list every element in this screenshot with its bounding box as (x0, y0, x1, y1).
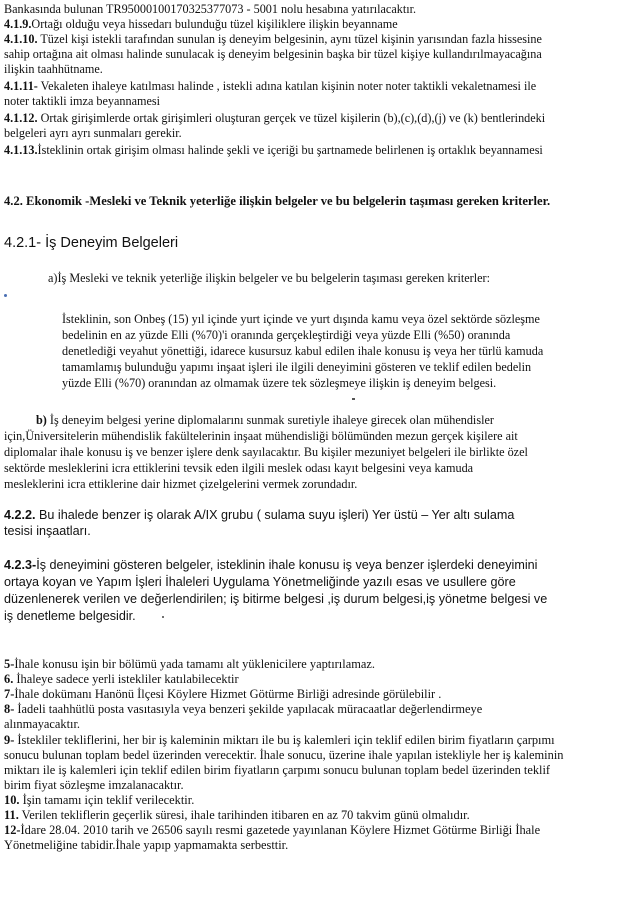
item-10 (4, 793, 194, 807)
item-4-1-10-line-2: sahip ortağına ait olması halinde sunulacak iş deneyim belgesinin başka bir tüzel kişiye kullandırılmayacağına (4, 47, 542, 61)
item-text: Bu ihalede benzer iş olarak A/IX grubu ( sulama suyu işleri) Yer üstü – Yer altı sulama (35, 508, 515, 522)
item-9-line-4: birim fiyat sözleşme imzalanacaktır. (4, 778, 184, 792)
item-11 (4, 808, 470, 822)
item-number: 5- (4, 657, 15, 671)
item-4-2-2-line-1 (4, 508, 514, 522)
box-paragraph-line-4: tamamlamış bulunduğu yapımı inşaat işleri ile ilgili deneyimini gösteren ve teklif edilen bedelin (62, 360, 532, 374)
section-4-2-1-heading: 4.2.1- İş Deneyim Belgeleri (4, 235, 179, 251)
section-4-2-heading: 4.2. Ekonomik -Mesleki ve Teknik yeterliğe ilişkin belgeler ve bu belgelerin taşıması gereken kriterler. (4, 194, 551, 208)
item-text: İşin tamamı için teklif verilecektir. (19, 793, 195, 807)
item-number: 6. (4, 672, 14, 686)
item-number: 4.1.12. (4, 111, 38, 125)
item-number: 4.1.11- (4, 79, 38, 93)
box-paragraph-line-1: İsteklinin, son Onbeş (15) yıl içinde yurt içinde ve yurt dışında kamu veya özel sektörde sözleşme (62, 312, 540, 326)
item-4-1-10-line-1 (4, 32, 542, 46)
item-4-2-2-line-2: tesisi inşaatları. (4, 524, 91, 538)
item-number: 10. (4, 793, 20, 807)
item-text: Vekaleten ihaleye katılması halinde , istekli adına katılan kişinin noter noter taktikli vekaletnamesi ile (37, 79, 537, 93)
item-4-1-12-line-1 (4, 111, 545, 125)
paragraph-b-line-5: mesleklerini icra ettiklerine dair hizmet çizelgelerini vermek zorundadır. (4, 477, 358, 491)
scan-mark (352, 398, 355, 400)
item-number: 4.1.9. (4, 17, 32, 31)
item-number: 4.1.13. (4, 143, 38, 157)
item-number: 11. (4, 808, 19, 822)
item-4-1-12-line-2: belgeleri ayrı ayrı sunmaları gerekir. (4, 126, 182, 140)
paragraph-label: b) (36, 413, 47, 427)
item-number: 12- (4, 823, 21, 837)
item-text: Verilen tekliflerin geçerlik süresi, ihale tarihinden itibaren en az 70 takvim günü olmalıdır. (18, 808, 470, 822)
item-5 (4, 657, 375, 671)
item-4-2-3-line-3: düzenlenerek verilen ve değerlendirilen; iş bitirme belgesi ,iş durum belgesi,iş yönetme belgesi ve (4, 592, 548, 606)
item-9-line-3: miktarı ile iş kalemleri için teklif edilen birim fiyatların çarpımı sonucu bulunan toplam bedel üzerinden teklif (4, 763, 551, 777)
item-4-1-13 (4, 143, 543, 157)
box-paragraph-line-3: denetlediği veyahut yönettiği, idarece kusursuz kabul edilen ihale konusu iş veya her türlü kamuda (62, 344, 544, 358)
item-4-2-3-line-4: iş denetleme belgesidir. (4, 609, 136, 623)
item-12-line-1 (4, 823, 540, 837)
item-4-1-11-line-1 (4, 79, 536, 93)
item-text: İadeli taahhütlü posta vasıtasıyla veya benzeri şekilde yapılacak müracaatlar değerlendirmeye (14, 702, 483, 716)
bank-account-line: Bankasında bulunan TR950001001703253770​73 - 5001 nolu hesabına yatırılacaktır. (4, 2, 417, 16)
scan-mark (4, 294, 7, 297)
item-9-line-1 (4, 733, 555, 747)
item-text: Ortak girişimlerde ortak girişimleri oluşturan gerçek ve tüzel kişilerin (b),(c),(d),(j) ve (k) bentlerindeki (37, 111, 546, 125)
item-9-line-2: sonucu bulunan toplam bedel üzerinden verecektir. İhale sonucu, üzerine ihale yapılan istekliyle her iş kaleminin (4, 748, 564, 762)
item-text: İsteklinin ortak girişim olması halinde şekli ve içeriği bu şartnamede belirlenen iş ortaklık beyannamesi (37, 143, 543, 157)
paragraph-b-line-3: diplomalar ihale konusu iş ve benzer işlere denk sayılacaktır. Bu kişiler mezuniyet belgeleri ile birlikte özel (4, 445, 528, 459)
item-number: 9- (4, 733, 15, 747)
scan-mark (162, 616, 164, 618)
box-paragraph-line-5: yüzde Elli (%70) oranından az olmamak üzere tek sözleşmeye ilişkin iş deneyim belgesi. (62, 376, 497, 390)
item-text: Tüzel kişi istekli tarafından sunulan iş deneyim belgesinin, aynı tüzel kişinin yarısından fazla hissesine (37, 32, 542, 46)
item-4-2-3-line-1 (4, 558, 537, 572)
item-8-line-2: alınmayacaktır. (4, 717, 81, 731)
item-4-1-11-line-2: noter taktikli imza beyannamesi (4, 94, 161, 108)
item-4-1-9 (4, 17, 398, 31)
item-4-1-10-line-3: ilişkin taahhütname. (4, 62, 103, 76)
item-number: 7- (4, 687, 15, 701)
item-text: İhale dokümanı Hanönü İlçesi Köylere Hizmet Götürme Birliği adresinde görülebilir . (14, 687, 442, 701)
paragraph-text: İş deneyim belgesi yerine diplomalarını sunmak suretiyle ihaleye girecek olan mühendisler (46, 413, 494, 427)
item-6 (4, 672, 239, 686)
item-12-line-2: Yönetmeliğine tabidir.İhale yapıp yapmamakta serbesttir. (4, 838, 289, 852)
box-paragraph-line-2: bedelinin en az yüzde Elli (%70)'i oranında gerçekleştirdiği veya yüzde Elli (%50) oranında (62, 328, 511, 342)
paragraph-b-line-1 (36, 413, 494, 427)
item-number: 4.2.2. (4, 508, 36, 522)
paragraph-b-line-4: sektörde mesleklerini icra ettiklerini tevsik eden ilgili meslek odası kayıt belgesini veya kamuda (4, 461, 474, 475)
item-number: 4.2.3- (4, 558, 37, 572)
subsection-a-title: a)İş Mesleki ve teknik yeterliğe ilişkin belgeler ve bu belgelerin taşıması gereken kriterler: (48, 271, 490, 285)
item-text: İhaleye sadece yerli istekliler katılabilecektir (13, 672, 239, 686)
item-text: Ortağı olduğu veya hissedarı bulunduğu tüzel kişiliklere ilişkin beyanname (31, 17, 398, 31)
item-4-2-3-line-2: ortaya koyan ve Yapım İşleri İhaleleri Uygulama Yönetmeliğinde yazılı esas ve usullere göre (4, 575, 516, 589)
item-7 (4, 687, 441, 701)
item-number: 8- (4, 702, 15, 716)
item-8-line-1 (4, 702, 482, 716)
paragraph-b-line-2: için,Üniversitelerin mühendislik fakültelerinin inşaat mühendisliği bölümünden mezun gerçek kişilere ait (4, 429, 518, 443)
item-number: 4.1.10. (4, 32, 38, 46)
item-text: İdare 28.04. 2010 tarih ve 26506 sayılı resmi gazetede yayınlanan Köylere Hizmet Götürme Birliği İhale (20, 823, 541, 837)
item-text: İstekliler tekliflerini, her bir iş kaleminin miktarı ile bu iş kalemleri için teklif edilen birim fiyatların çarpımı (14, 733, 555, 747)
item-text: İhale konusu işin bir bölümü yada tamamı alt yüklenicilere yaptırılamaz. (14, 657, 375, 671)
item-text: İş deneyimini gösteren belgeler, isteklinin ihale konusu iş veya benzer işlerdeki deneyimini (36, 558, 538, 572)
